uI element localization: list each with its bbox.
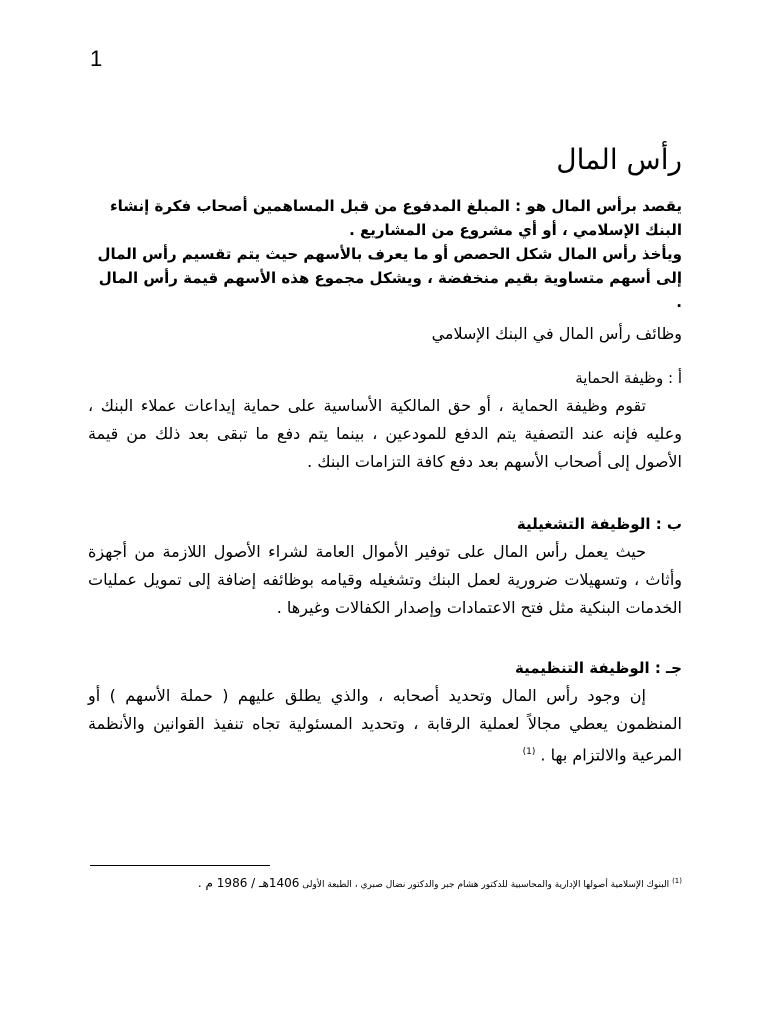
footnote-divider (90, 865, 270, 866)
definition-line-1: يقصد برأس المال هو : المبلغ المدفوع من قبل المساهمين أصحاب فكرة إنشاء البنك الإسلامي ، أو أي مشروع من المشاريع . (109, 197, 682, 239)
section-body (88, 538, 682, 622)
footnote-text: البنوك الإسلامية أصولها الإدارية والمحاسبية للدكتور هشام جبر والدكتور نضال صبري ، الطبعة الأولى (302, 880, 670, 890)
footnote (197, 874, 682, 892)
footnote-year: 1406هـ / 1986 م . (197, 876, 300, 890)
section-protection (88, 366, 682, 476)
footnote-marker: (1) (672, 877, 682, 885)
footnote-reference[interactable]: (1) (522, 747, 536, 757)
section-operational (88, 512, 682, 622)
section-body (88, 682, 682, 769)
page-title: رأس المال (556, 143, 682, 176)
section-heading: جـ : الوظيفة التنظيمية (515, 659, 682, 677)
section-body-text: إن وجود رأس المال وتحديد أصحابه ، والذي يطلق عليهم ( حملة الأسهم ) أو المنظمون يعطي مجالاً لعملية الرقابة ، وتحديد المسئولية تجاه تنفيذ القوانين والأنظمة المرعية والالتزام بها . (88, 686, 682, 765)
document-body (88, 140, 682, 769)
definition-line-2: ويأخذ رأس المال شكل الحصص أو ما يعرف بالأسهم حيث يتم تقسيم رأس المال إلى أسهم متساوية بقيم منخفضة ، ويشكل مجموع هذه الأسهم قيمة رأس المال . (97, 245, 682, 311)
section-body-text: حيث يعمل رأس المال على توفير الأموال العامة لشراء الأصول اللازمة من أجهزة وأثاث ، وتسهيلات ضرورية لعمل البنك وتشغيله وقيامه بوظائفه إضافة إلى تمويل عمليات الخدمات البنكية مثل فتح الاعتمادات وإصدار الكفالات وغيرها . (88, 542, 682, 617)
section-subtitle: وظائف رأس المال في البنك الإسلامي (431, 324, 682, 343)
section-body (88, 392, 682, 476)
definition-paragraph (88, 194, 682, 314)
page-number: 1 (90, 46, 103, 71)
section-organizational (88, 656, 682, 769)
section-heading: ب : الوظيفة التشغيلية (516, 515, 682, 533)
section-body-text: تقوم وظيفة الحماية ، أو حق المالكية الأساسية على حماية إيداعات عملاء البنك ، وعليه فإنه عند التصفية يتم الدفع للمودعين ، بينما يتم دفع ما تبقى بعد ذلك من قيمة الأصول إلى أصحاب الأسهم بعد دفع كافة التزامات البنك . (88, 396, 682, 471)
section-heading: أ : وظيفة الحماية (575, 369, 682, 387)
